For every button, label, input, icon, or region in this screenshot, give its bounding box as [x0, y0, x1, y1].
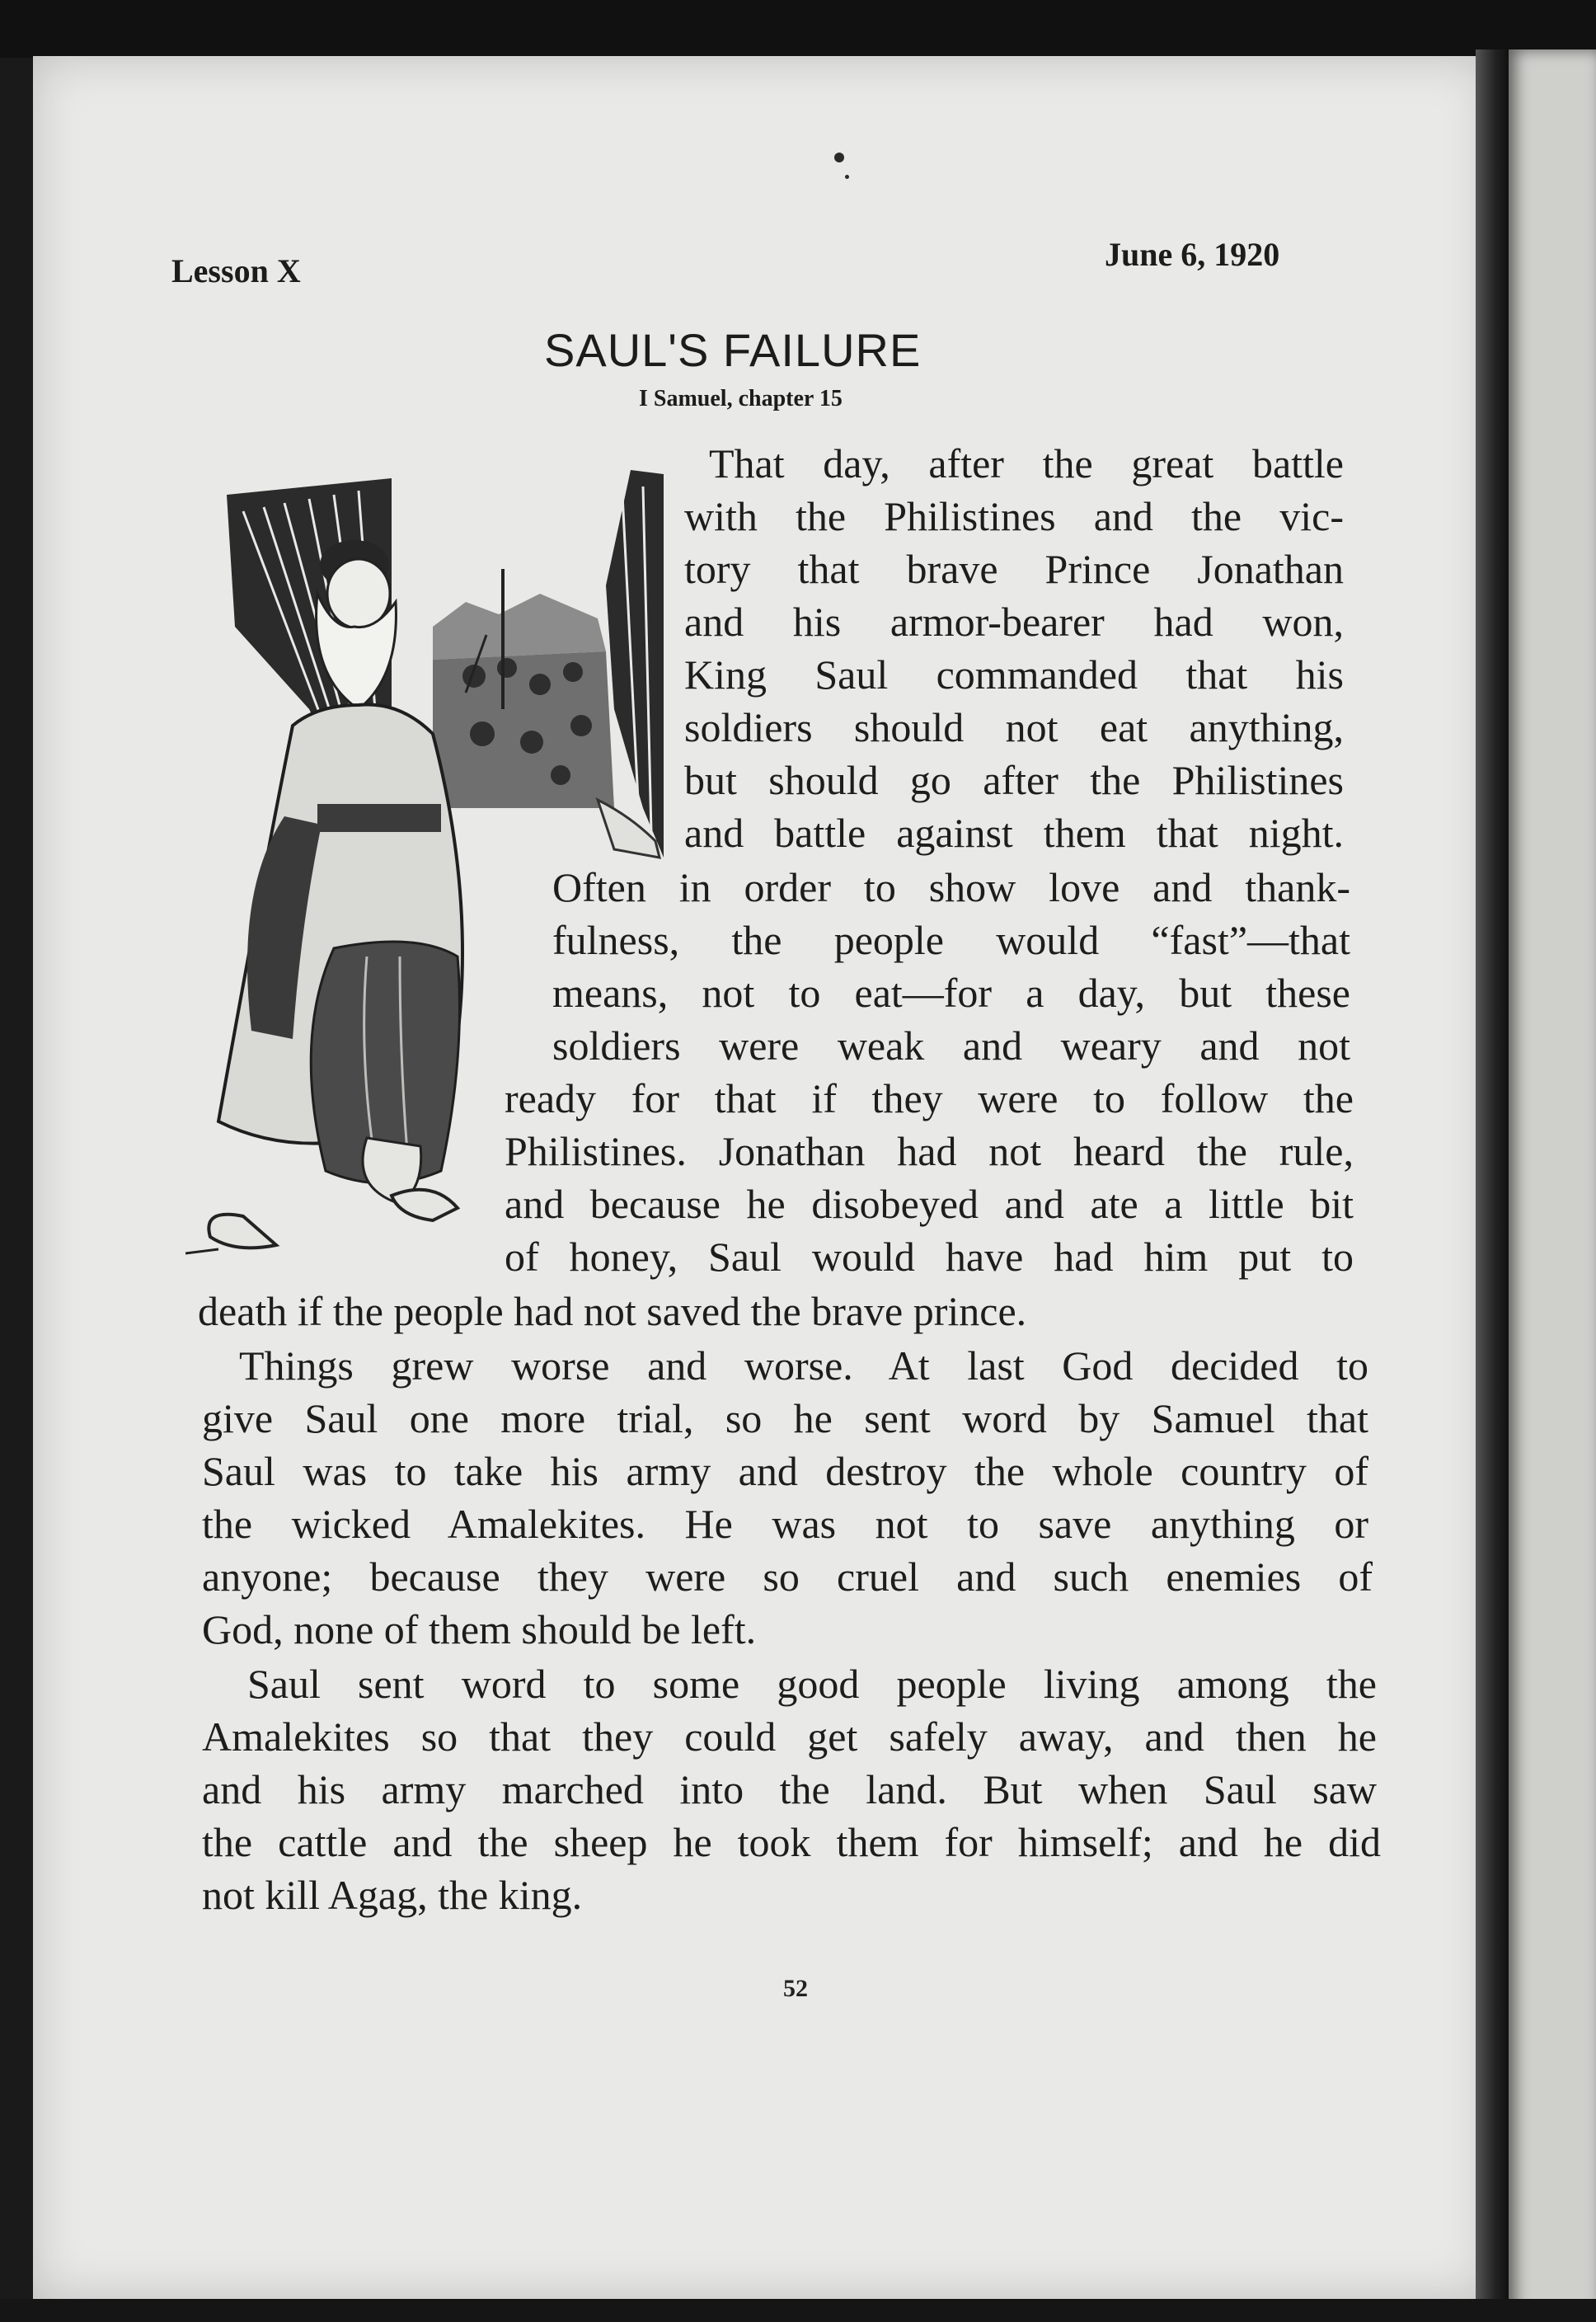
page-title: SAUL'S FAILURE — [544, 324, 922, 376]
page-number: 52 — [783, 1975, 808, 2002]
adjacent-page-edge — [1509, 49, 1596, 2322]
body-line: the wicked Amalekites. He was not to save anything or — [202, 1501, 1368, 1547]
body-line: the cattle and the sheep he took them for himself; and he did — [202, 1819, 1381, 1865]
body-line: soldiers were weak and weary and not — [552, 1022, 1350, 1069]
scripture-reference: I Samuel, chapter 15 — [639, 386, 843, 411]
body-line: soldiers should not eat anything, — [684, 704, 1344, 750]
dust-speck — [834, 153, 844, 162]
body-line: Saul was to take his army and destroy the whole country of — [202, 1448, 1368, 1494]
body-line: That day, after the great battle — [709, 440, 1344, 486]
body-line: tory that brave Prince Jonathan — [684, 546, 1344, 592]
scan-background-bottom — [0, 2299, 1596, 2322]
body-line: Often in order to show love and thank- — [552, 864, 1350, 910]
dust-speck — [845, 175, 849, 179]
body-line: death if the people had not saved the brave prince. — [198, 1288, 1027, 1334]
scan-background-top — [0, 0, 1596, 58]
lesson-number: Lesson X — [171, 252, 301, 289]
body-line: anyone; because they were so cruel and such enemies of — [202, 1553, 1373, 1600]
book-gutter — [1476, 49, 1509, 2309]
body-line: and because he disobeyed and ate a little bit — [505, 1181, 1354, 1227]
body-line: of honey, Saul would have had him put to — [505, 1234, 1354, 1280]
body-line: Saul sent word to some good people living among the — [247, 1661, 1377, 1707]
body-line: and his army marched into the land. But when Saul saw — [202, 1766, 1377, 1812]
body-line: King Saul commanded that his — [684, 651, 1344, 698]
body-line: God, none of them should be left. — [202, 1606, 757, 1652]
body-line: but should go after the Philistines — [684, 757, 1344, 803]
body-line: not kill Agag, the king. — [202, 1872, 583, 1918]
lesson-date: June 6, 1920 — [1105, 236, 1280, 273]
body-line: and his armor-bearer had won, — [684, 599, 1344, 645]
body-line: with the Philistines and the vic- — [684, 493, 1344, 539]
body-line: fulness, the people would “fast”—that — [552, 917, 1350, 963]
body-line: means, not to eat—for a day, but these — [552, 970, 1350, 1016]
body-line: Philistines. Jonathan had not heard the rule, — [505, 1128, 1354, 1174]
body-line: and battle against them that night. — [684, 810, 1344, 856]
body-line: give Saul one more trial, so he sent word by Samuel that — [202, 1395, 1368, 1441]
body-line: Things grew worse and worse. At last God decided to — [239, 1342, 1368, 1389]
body-line: ready for that if they were to follow the — [505, 1075, 1354, 1121]
body-line: Amalekites so that they could get safely away, and then he — [202, 1713, 1377, 1760]
